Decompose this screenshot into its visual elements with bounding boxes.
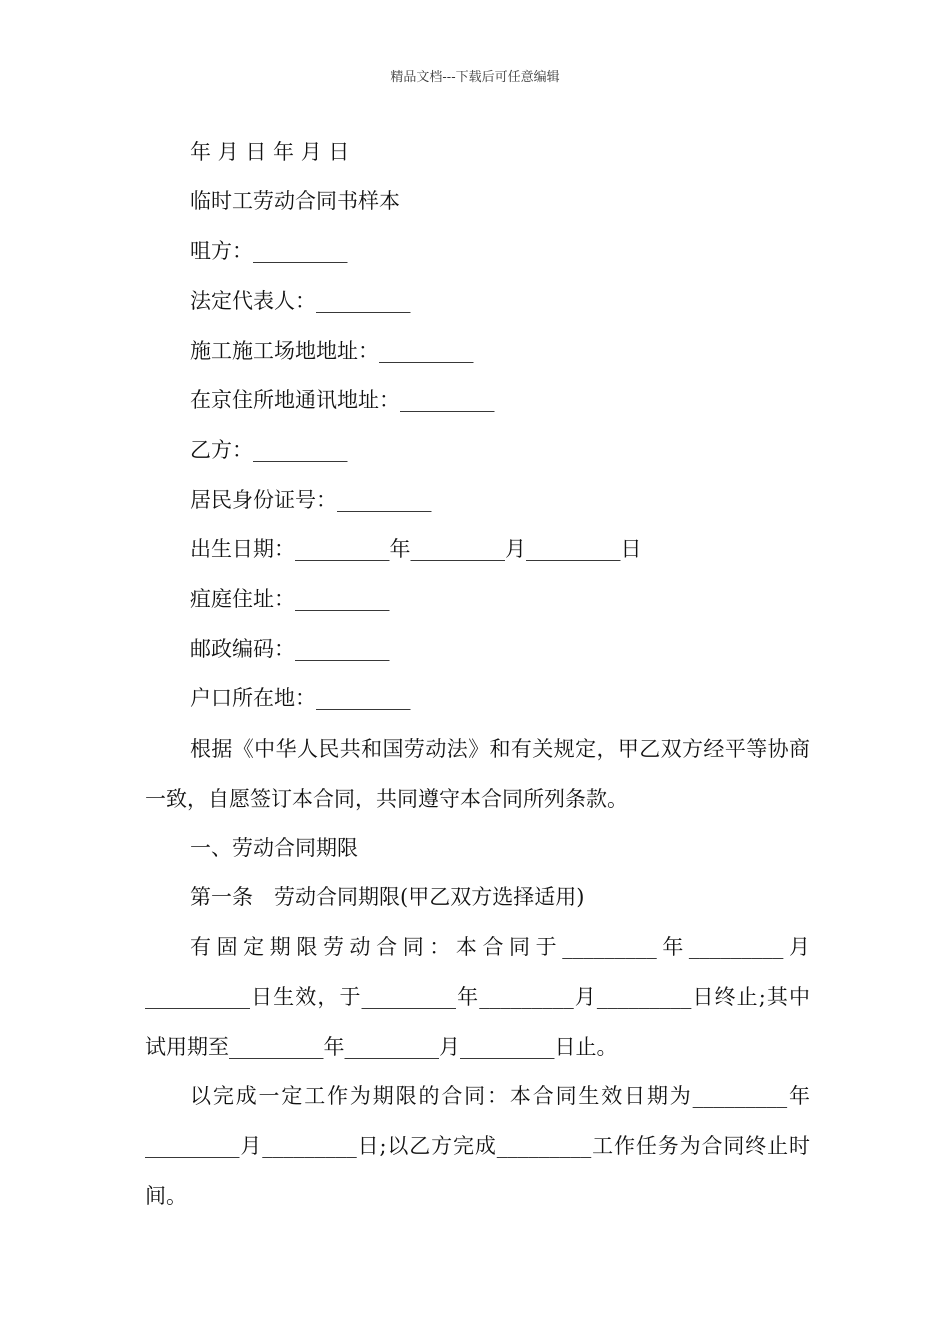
party-b-field: 乙方：_________ [190, 438, 348, 462]
article-one-heading: 第一条 劳动合同期限(甲乙双方选择适用) [190, 885, 585, 909]
id-number-field: 居民身份证号：_________ [190, 488, 432, 512]
page-header: 精品文档---下载后可任意编辑 [390, 70, 560, 85]
postal-code-field: 邮政编码：_________ [190, 637, 390, 661]
fixed-term-paragraph: 有固定期限劳动合同：本合同于_________年_________月__________日生效，于_________年_________月_________日终止;其中试用期至_________年_________月_________日止。 [145, 935, 810, 1059]
contract-title: 临时工劳动合同书样本 [190, 189, 400, 213]
beijing-address-field: 在京住所地通讯地址：_________ [190, 388, 495, 412]
hukou-field: 户口所在地：_________ [190, 686, 411, 710]
legal-rep-field: 法定代表人：_________ [190, 289, 411, 313]
date-line: 年 月 日 年 月 日 [190, 140, 350, 164]
section-one-heading: 一、劳动合同期限 [190, 836, 358, 860]
intro-paragraph: 根据《中华人民共和国劳动法》和有关规定，甲乙双方经平等协商一致，自愿签订本合同，共同遵守本合同所列条款。 [145, 737, 810, 811]
home-address-field: 疽庭住址：_________ [190, 587, 390, 611]
task-term-paragraph: 以完成一定工作为期限的合同：本合同生效日期为_________年_________月_________日;以乙方完成_________工作任务为合同终止时间。 [145, 1084, 810, 1208]
party-a-field: 咀方：_________ [190, 239, 348, 263]
birth-date-field: 出生日期：_________年_________月_________日 [190, 537, 642, 561]
site-address-field: 施工施工场地地址：_________ [190, 339, 474, 363]
